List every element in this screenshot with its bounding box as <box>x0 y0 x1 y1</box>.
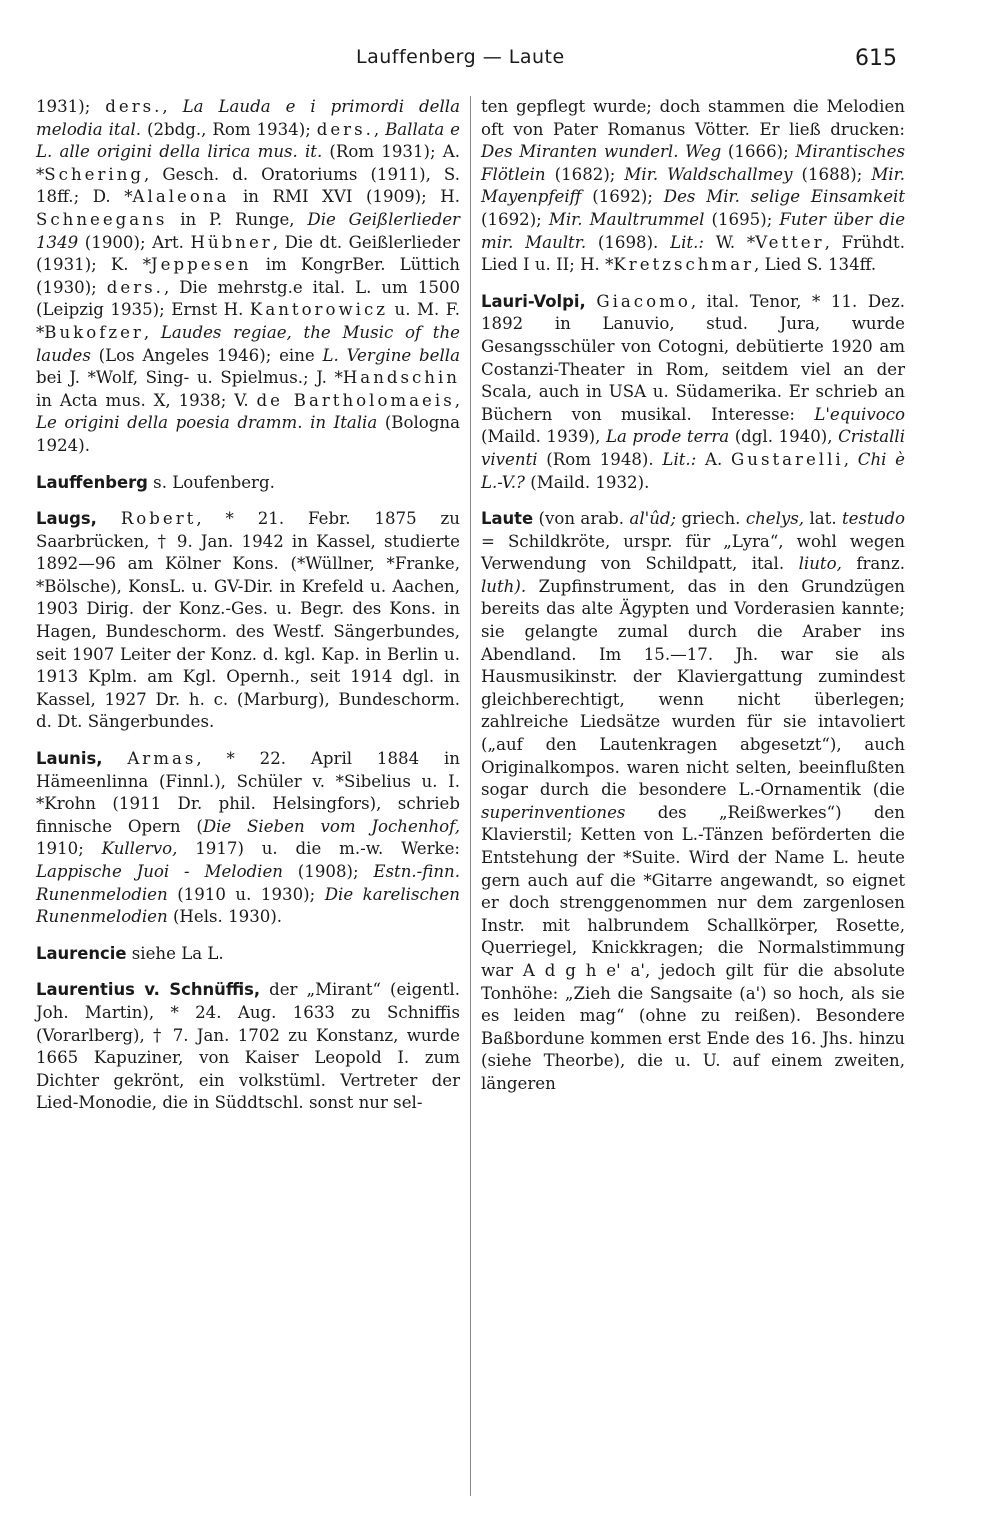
italic-text: Mir. Maultrummel <box>548 209 705 229</box>
spaced-name: Kantorowicz <box>249 300 389 320</box>
entry-continuation <box>36 96 460 458</box>
entry-text: , Frühdt. Lied I u. II; H. * <box>481 232 905 275</box>
entry-text: s. Loufenberg. <box>147 472 275 492</box>
spaced-name: Schering <box>44 164 145 184</box>
italic-text: La prode terra <box>605 427 730 447</box>
entry-text: , <box>843 449 858 469</box>
spaced-name: Bukofzer <box>44 322 144 342</box>
column-divider <box>470 96 471 1496</box>
entry-text: , Die mehrstg.e ital. L. um 1500 (Leipzig 1935); Ernst H. <box>36 277 461 320</box>
entry-text: (Maild. 1932). <box>524 472 650 492</box>
entry-text: u. M. F. * <box>36 300 460 342</box>
italic-text: Estn.-finn. Runenmelodien <box>36 862 460 904</box>
entry-text: der „Mirant“ (eigentl. Joh. Martin), * 24. Aug. 1633 zu Schniffis (Vorarlberg), † 7. Jan. 1702 zu Konstanz, wurde 1665 Kapuziner, von Kaiser Leopold I. zum Dichter gekrönt, ein volkstüml. Vertreter der Lied-Monodie, die in Süddtschl. sonst nur sel- <box>36 980 460 1113</box>
italic-text: Futer über die mir. Maultr. <box>481 209 906 252</box>
entry-text: , <box>373 119 386 139</box>
spaced-name: Kretzschmar <box>613 255 755 275</box>
entry-text: (Los Angeles 1946); eine <box>90 345 323 365</box>
italic-text: testudo <box>842 509 905 529</box>
entry-text: , <box>143 322 161 342</box>
entry-text <box>586 292 597 311</box>
entry-text: lat. <box>804 509 843 529</box>
italic-text: Mirantisches Flötlein <box>481 142 905 184</box>
entry-text: siehe La L. <box>126 943 224 963</box>
italic-text: Kullervo, <box>101 839 178 859</box>
spaced-name: Hübner <box>190 232 273 252</box>
spaced-name: Armas <box>127 749 197 769</box>
italic-text: Mir. Waldschallmey <box>624 164 793 184</box>
italic-text: chelys, <box>745 509 805 529</box>
entry-text: , * 21. Febr. 1875 zu Saarbrücken, † 9. Jan. 1942 in Kassel, studierte 1892—96 am Kölner Kons. (*Wüllner, *Franke, *Bölsche), KonsL. u. GV-Dir. in Krefeld u. Aachen, 1903 Dirig. der Konz.-Ges. u. Begr. des Kons. in Hagen, Bundeschorm. des Westf. Sängerbundes, seit 1907 Leiter der Konz. d. kgl. Kap. in Berlin u. 1913 Kplm. am Kgl. Opernh., seit 1914 dgl. in Kassel, 1927 Dr. h. c. (Marburg), Bundeschorm. d. Dt. Sängerbundes. <box>36 509 460 732</box>
italic-text: Des Miranten wunderl. Weg <box>481 142 722 162</box>
spaced-name: ders. <box>106 277 164 297</box>
italic-text: luth). <box>481 576 527 596</box>
entry-text: bei J. *Wolf, Sing- u. Spielmus.; J. * <box>36 368 343 388</box>
italic-text: Cristalli viventi <box>481 427 906 469</box>
entry-laugs <box>36 508 460 734</box>
entry-text: ten gepflegt wurde; doch stammen die Melodien oft von Pater Romanus Vötter. Er ließ drucken: <box>481 97 905 139</box>
entry-text: 1931); <box>36 97 106 116</box>
entry-text: in P. Runge, <box>167 209 308 229</box>
entry-text: W. * <box>703 232 756 252</box>
italic-text: superinventiones <box>481 802 626 822</box>
entry-text <box>97 509 121 528</box>
entry-text: (1692); <box>581 187 664 207</box>
spaced-name: ders. <box>105 97 163 116</box>
spaced-name: Schneegans <box>36 209 168 229</box>
italic-text: Ballata e L. alle origini della lirica mus. it. <box>36 119 460 162</box>
entry-laute <box>481 508 905 1095</box>
entry-text: griech. <box>676 509 746 529</box>
spaced-name: Handschin <box>342 368 460 388</box>
right-column <box>481 96 905 1110</box>
entry-text: , Gesch. d. Oratoriums (1911), S. 18ff.; D. * <box>36 164 460 207</box>
page-header <box>0 46 1000 76</box>
italic-text: al'ûd; <box>629 509 677 529</box>
entry-lauffenberg <box>36 472 460 495</box>
entry-text: (1682); <box>545 164 625 184</box>
italic-text: Die Sieben vom Jochenhof, <box>202 816 460 836</box>
spaced-name: ders. <box>316 119 374 139</box>
entry-text: (dgl. 1940), <box>729 427 839 447</box>
entry-text: , ital. Tenor, * 11. Dez. 1892 in Lanuvio, stud. Jura, wurde Gesangsschüler von Cotogni, debütierte 1920 am Costanzi-Theater in Rom, seitdem viel an der Scala, auch in USA u. Südamerika. Er schrieb an Büchern von musikal. Interesse: <box>481 291 906 424</box>
entry-headword: Laugs, <box>36 509 97 529</box>
entry-text: (1666); <box>721 142 796 162</box>
entry-text: in Acta mus. X, 1938; V. <box>36 390 257 410</box>
entry-text: (1908); <box>283 862 374 881</box>
left-column <box>36 96 460 1129</box>
entry-text: (Rom 1931); A. * <box>36 142 461 184</box>
entry-text: (1695); <box>704 209 780 229</box>
italic-text: Die karelischen Runenmelodien <box>36 884 460 927</box>
entry-text: (1910 u. 1930); <box>167 884 325 904</box>
entry-headword: Laurentius v. Schnüffis, <box>36 980 261 1000</box>
italic-text: Laudes regiae, the Music of the laudes <box>36 322 460 365</box>
entry-text: (1692); <box>481 209 549 229</box>
entry-text: , Lied S. 134ff. <box>754 255 877 275</box>
entry-text: = Schildkröte, urspr. für „Lyra“, wohl wegen Verwendung von Schildpatt, ital. <box>481 531 905 574</box>
italic-text: liuto, <box>798 554 842 574</box>
spaced-name: Robert <box>120 509 197 529</box>
italic-text: Lappische Juoi - Melodien <box>36 862 283 881</box>
entry-lauri-volpi <box>481 291 905 494</box>
entry-headword: Launis, <box>36 749 103 769</box>
running-title: Lauffenberg — Laute <box>356 46 565 68</box>
italic-text: Le origini della poesia dramm. in Italia <box>36 413 378 433</box>
italic-text: Lit.: <box>662 449 697 469</box>
page-number: 615 <box>855 46 897 71</box>
entry-text: Zupfinstrument, das in den Grundzügen bereits das alte Ägypten und Vorderasien kannte; sie gelangte zumal durch die Araber ins Abendland. Im 15.—17. Jh. war sie als Hausmusikinstr. der Klaviergattung zumindest gleichberechtigt, wenn nicht überlegen; zahlreiche Liedsätze wurden für sie intavoliert („auf den Lautenkragen abgesetzt“), auch Originalkompos. waren nicht selten, beeinflußten sogar durch die besondere L.-Ornamentik (die <box>481 576 905 800</box>
spaced-name: Alaleona <box>132 187 230 207</box>
entry-text: 1917) u. die m.-w. Werke: <box>177 839 460 859</box>
entry-text: (1688); <box>792 164 872 184</box>
entry-text: (von arab. <box>533 509 630 529</box>
entry-text: 1910; <box>36 839 102 859</box>
italic-text: Des Mir. selige Einsamkeit <box>663 187 906 207</box>
italic-text: Die Geißlerlieder 1349 <box>36 209 460 252</box>
entry-text: A. <box>696 449 732 469</box>
entry-laurencie <box>36 943 460 966</box>
entry-text: (Rom 1948). <box>537 449 663 469</box>
entry-text <box>102 749 127 768</box>
spaced-name: Jeppesen <box>151 255 252 275</box>
spaced-name: Vetter <box>755 232 825 252</box>
entry-text: (Hels. 1930). <box>167 907 283 927</box>
spaced-name: Gustarelli <box>731 449 844 469</box>
entry-text: franz. <box>841 554 905 574</box>
entry-headword: Laurencie <box>36 943 127 963</box>
entry-text: im KongrBer. Lüttich (1930); <box>36 255 460 297</box>
italic-text: Mir. Mayenpfeiff <box>481 164 905 207</box>
entry-text: (1698). <box>586 232 671 252</box>
entry-launis <box>36 748 460 929</box>
entry-text: , <box>162 97 183 116</box>
italic-text: Lit.: <box>670 232 704 252</box>
entry-text: (2bdg., Rom 1934); <box>141 119 317 139</box>
entry-text: (1900); Art. <box>78 232 191 252</box>
entry-headword: Lauri-Volpi, <box>481 291 586 311</box>
entry-text: (Bologna 1924). <box>36 413 460 455</box>
entry-text: (Maild. 1939), <box>481 427 606 447</box>
italic-text: Chi è L.-V.? <box>481 449 905 492</box>
italic-text: La Lauda e i primordi della melodia ital. <box>36 97 460 139</box>
entry-text: , Die dt. Geißlerlieder (1931); K. * <box>36 232 461 275</box>
italic-text: L'equivoco <box>814 404 905 424</box>
spaced-name: Giacomo <box>596 291 691 311</box>
entry-text: , <box>454 390 460 410</box>
entry-laurentius <box>36 979 460 1115</box>
entry-continuation <box>481 96 905 277</box>
entry-text: , * 22. April 1884 in Hämeenlinna (Finnl.), Schüler v. *Sibelius u. I. *Krohn (1911 Dr. phil. Helsingfors), schrieb finnische Opern ( <box>36 749 460 836</box>
entry-text: des „Reißwerkes“) den Klavierstil; Ketten von L.-Tänzen beförderten die Entstehung der *Suite. Wird der Name L. heute gern auch auf die *Gitarre angewandt, so eignet er doch strenggenommen nur dem zargenlosen Instr. mit halbrundem Schallkörper, Rosette, Querriegel, Knickkragen; die Normalstimmung war A d g h e' a', jedoch gilt für die absolute Tonhöhe: „Zieh die Sangsaite (a') so hoch, als sie es leiden mag“ (ohne zu reißen). Besondere Baßbordune kommen erst Ende des 16. Jhs. hinzu (siehe Theorbe), die u. U. auf einem zweiten, längeren <box>481 802 905 1093</box>
entry-headword: Lauffenberg <box>36 472 148 492</box>
entry-headword: Laute <box>481 509 534 529</box>
entry-text: in RMI XVI (1909); H. <box>229 187 460 207</box>
italic-text: L. Vergine bella <box>322 345 460 365</box>
spaced-name: de Bartholomaeis <box>256 390 455 410</box>
